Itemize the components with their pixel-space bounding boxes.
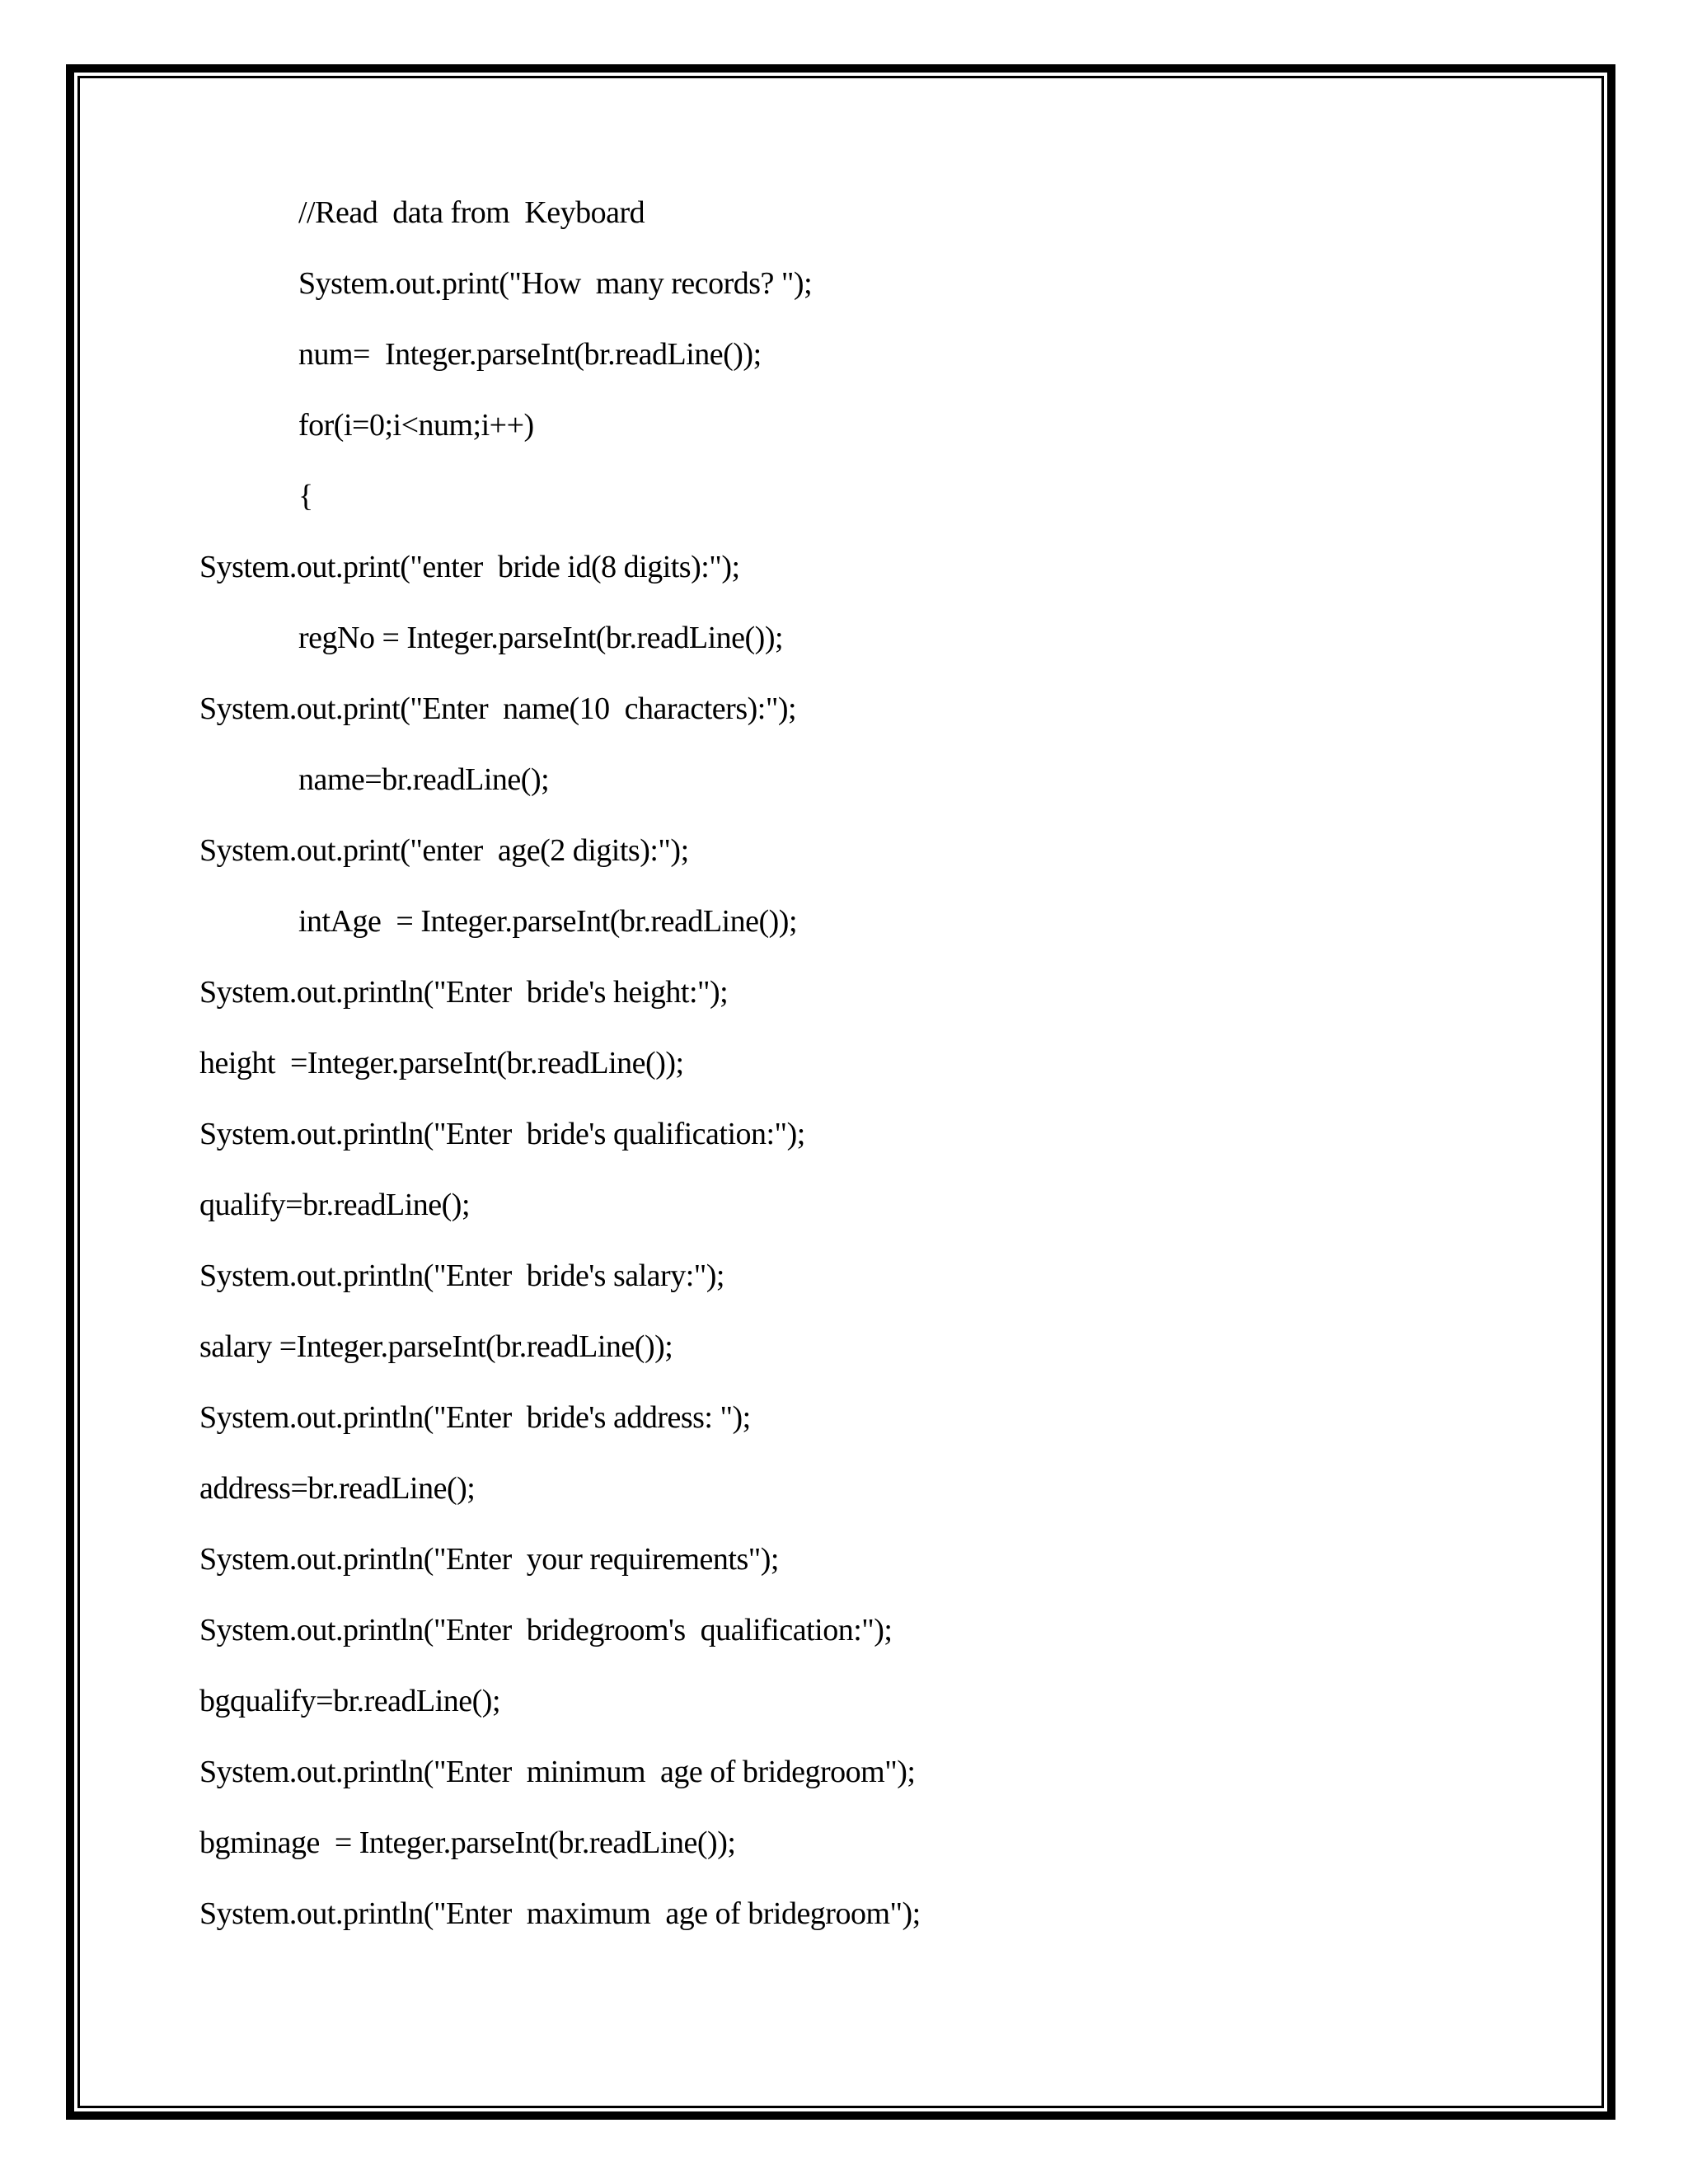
code-line: System.out.println("Enter bride's salary:"); bbox=[199, 1258, 724, 1293]
code-line: height =Integer.parseInt(br.readLine()); bbox=[199, 1046, 684, 1080]
code-line: address=br.readLine(); bbox=[199, 1471, 476, 1506]
code-line: salary =Integer.parseInt(br.readLine()); bbox=[199, 1329, 673, 1364]
code-line: qualify=br.readLine(); bbox=[199, 1188, 471, 1222]
code-line: num= Integer.parseInt(br.readLine()); bbox=[298, 337, 762, 372]
code-line: System.out.println("Enter minimum age of bridegroom"); bbox=[199, 1755, 916, 1789]
code-line: bgminage = Integer.parseInt(br.readLine()); bbox=[199, 1825, 736, 1860]
code-line: System.out.print("Enter name(10 characters):"); bbox=[199, 691, 797, 726]
code-line: System.out.print("How many records? "); bbox=[298, 266, 813, 301]
code-line: System.out.println("Enter bridegroom's qualification:"); bbox=[199, 1613, 893, 1647]
code-line: System.out.println("Enter bride's height:"); bbox=[199, 975, 729, 1010]
code-line: System.out.println("Enter bride's address: "); bbox=[199, 1400, 751, 1435]
code-line: System.out.println("Enter your requirements"); bbox=[199, 1542, 779, 1577]
code-line: System.out.println("Enter bride's qualification:"); bbox=[199, 1117, 805, 1151]
page-border-inner bbox=[77, 76, 1604, 2108]
code-line: System.out.print("enter bride id(8 digits):"); bbox=[199, 550, 740, 584]
code-line: System.out.println("Enter maximum age of bridegroom"); bbox=[199, 1896, 921, 1931]
code-line: bgqualify=br.readLine(); bbox=[199, 1684, 501, 1718]
code-line: intAge = Integer.parseInt(br.readLine()); bbox=[298, 904, 797, 939]
code-line: for(i=0;i<num;i++) bbox=[298, 408, 534, 443]
code-line: //Read data from Keyboard bbox=[298, 195, 645, 230]
code-line: { bbox=[298, 479, 313, 513]
code-line: name=br.readLine(); bbox=[298, 762, 550, 797]
code-line: regNo = Integer.parseInt(br.readLine()); bbox=[298, 621, 784, 655]
code-line: System.out.print("enter age(2 digits):"); bbox=[199, 833, 689, 868]
